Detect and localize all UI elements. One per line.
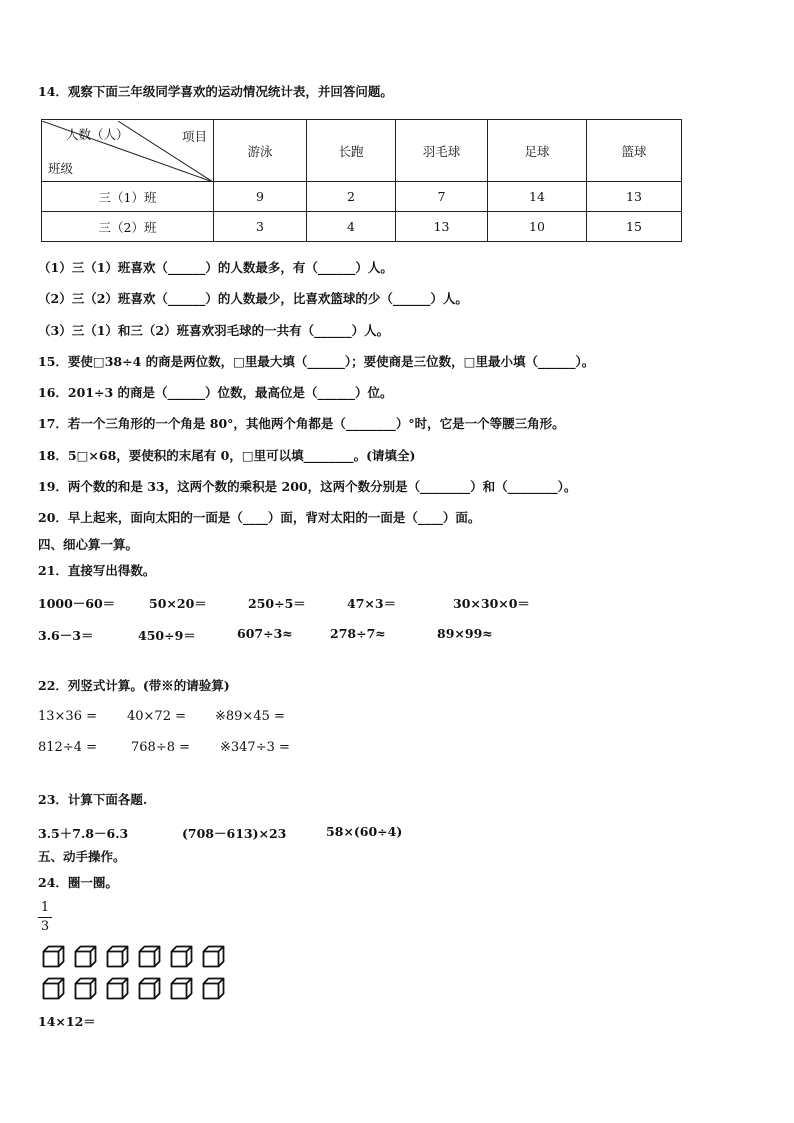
cube-icon: [42, 945, 66, 973]
table-cell: 7: [396, 182, 488, 212]
q22-item: 13×36 =: [38, 709, 98, 724]
section-5-heading: 五、动手操作。: [38, 849, 126, 864]
q21-item: 3.6－3＝: [38, 628, 94, 643]
cube-icon: [74, 977, 98, 1005]
q21-item: 89×99≈: [437, 626, 493, 641]
table-row: [42, 212, 682, 242]
cube-icon: [74, 945, 98, 973]
table-cell: 2: [307, 182, 396, 212]
q23-item: 3.5＋7.8－6.3: [38, 826, 129, 841]
column-header: 足球: [488, 120, 587, 182]
q14-sub3: （3）三（1）和三（2）班喜欢羽毛球的一共有（______）人。: [38, 323, 390, 338]
q21-item: 607÷3≈: [237, 626, 293, 641]
table-corner-cell: [42, 120, 214, 182]
cube-icon: [170, 945, 194, 973]
q18: 18．5□×68，要使积的末尾有 0，□里可以填________。(请填全): [38, 448, 416, 463]
q19: 19．两个数的和是 33，这两个数的乘积是 200，这两个数分别是（________）和（________）。: [38, 479, 577, 494]
cube-icon: [106, 945, 130, 973]
q21-item: 50×20＝: [149, 596, 207, 611]
table-cell: 15: [587, 212, 682, 242]
cube-icon: [42, 977, 66, 1005]
q15: 15．要使□38÷4 的商是两位数，□里最大填（______）；要使商是三位数，□里最小填（______）。: [38, 354, 595, 369]
table-cell: 10: [488, 212, 587, 242]
q21-item: 30×30×0＝: [453, 596, 530, 611]
q21-title: 21．直接写出得数。: [38, 563, 156, 578]
cube-icon: [106, 977, 130, 1005]
sports-stats-table: [41, 119, 682, 242]
table-cell: 13: [396, 212, 488, 242]
fraction-denominator: 3: [40, 919, 50, 934]
q22-item: 768÷8 =: [131, 740, 191, 755]
fraction-bar: [38, 917, 52, 918]
fraction-numerator: 1: [40, 900, 50, 915]
q22-item: ※347÷3 =: [220, 740, 290, 755]
q14-title: 14．观察下面三年级同学喜欢的运动情况统计表，并回答问题。: [38, 84, 393, 99]
corner-label-item: 项目: [181, 128, 207, 144]
column-header: 长跑: [307, 120, 396, 182]
q24-title: 24．圈一圈。: [38, 875, 118, 890]
q16: 16．201÷3 的商是（______）位数，最高位是（______）位。: [38, 385, 393, 400]
table-cell: 14: [488, 182, 587, 212]
section-4-heading: 四、细心算一算。: [38, 537, 139, 552]
q22-item: 40×72 =: [127, 709, 187, 724]
q22-item: ※89×45 =: [215, 709, 285, 724]
q22-item: 812÷4 =: [38, 740, 98, 755]
table-row: [42, 182, 682, 212]
cube-icon: [138, 945, 162, 973]
table-cell: 3: [214, 212, 307, 242]
q21-item: 278÷7≈: [330, 626, 386, 641]
cube-icon: [138, 977, 162, 1005]
q14-sub2: （2）三（2）班喜欢（______）的人数最少，比喜欢篮球的少（______）人。: [38, 291, 468, 306]
cube-icon: [202, 977, 226, 1005]
cube-icon: [170, 977, 194, 1005]
q23-title: 23．计算下面各题.: [38, 792, 148, 807]
row-label: 三（2）班: [42, 212, 214, 242]
q21-item: 250÷5＝: [248, 596, 306, 611]
column-header: 羽毛球: [396, 120, 488, 182]
q23-item: (708－613)×23: [182, 826, 287, 841]
table-cell: 4: [307, 212, 396, 242]
table-cell: 13: [587, 182, 682, 212]
column-header: 篮球: [587, 120, 682, 182]
q21-item: 450÷9＝: [138, 628, 196, 643]
cube-icon: [202, 945, 226, 973]
q14-sub1: （1）三（1）班喜欢（______）的人数最多，有（______）人。: [38, 260, 393, 275]
corner-label-count: 人数（人）: [66, 126, 129, 142]
row-label: 三（1）班: [42, 182, 214, 212]
fraction-one-third: [38, 900, 52, 935]
table-cell: 9: [214, 182, 307, 212]
q21-item: 1000－60＝: [38, 596, 116, 611]
q21-item: 47×3＝: [347, 596, 397, 611]
q17: 17．若一个三角形的一个角是 80°，其他两个角都是（________）°时，它是一个等腰三角形。: [38, 416, 565, 431]
column-header: 游泳: [214, 120, 307, 182]
corner-label-class: 班级: [48, 160, 74, 176]
q20: 20．早上起来，面向太阳的一面是（____）面，背对太阳的一面是（____）面。: [38, 510, 481, 525]
q24-expression: 14×12＝: [38, 1014, 96, 1029]
q23-item: 58×(60÷4): [326, 824, 403, 839]
q22-title: 22．列竖式计算。(带※的请验算): [38, 678, 230, 693]
